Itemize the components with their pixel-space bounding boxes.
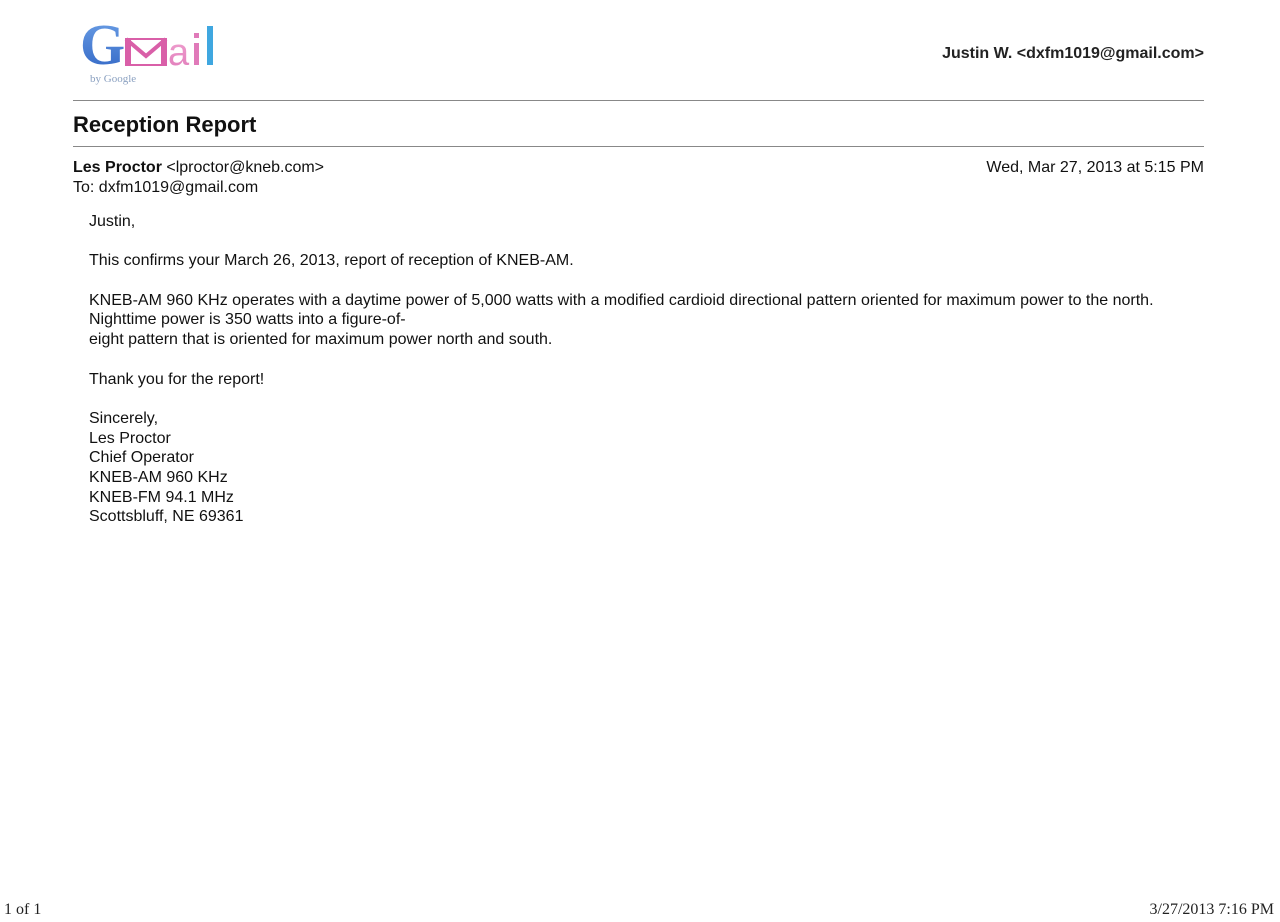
signature-line: Scottsbluff, NE 69361: [89, 508, 244, 526]
body-paragraph-2-line-3: eight pattern that is oriented for maximum power north and south.: [89, 331, 553, 349]
body-paragraph-1: This confirms your March 26, 2013, report of reception of KNEB-AM.: [89, 252, 574, 270]
sender-email: <lproctor@kneb.com>: [166, 159, 325, 176]
signature-line: Les Proctor: [89, 429, 171, 447]
account-header: Justin W. <dxfm1019@gmail.com>: [942, 45, 1204, 62]
email-body: [89, 212, 1199, 527]
svg-text:by Google: by Google: [90, 73, 137, 85]
svg-text:G: G: [80, 12, 126, 77]
signature-line: KNEB-AM 960 KHz: [89, 469, 228, 487]
signature-line: KNEB-FM 94.1 MHz: [89, 488, 234, 506]
signature-line: Chief Operator: [89, 449, 194, 467]
sender-name: Les Proctor: [73, 159, 162, 176]
sender-line: [73, 159, 324, 177]
body-paragraph-3: Thank you for the report!: [89, 370, 265, 388]
greeting: Justin,: [89, 213, 136, 230]
page-number: 1 of 1: [4, 901, 42, 918]
envelope-icon: [126, 39, 166, 65]
sent-date: Wed, Mar 27, 2013 at 5:15 PM: [986, 159, 1204, 176]
body-paragraph-2-line-2: Nighttime power is 350 watts into a figure-of-: [89, 311, 406, 329]
gmail-logo: [80, 12, 240, 90]
recipient-line: To: dxfm1019@gmail.com: [73, 179, 259, 196]
email-subject: Reception Report: [73, 112, 257, 137]
header-divider: [73, 100, 1204, 101]
print-timestamp: 3/27/2013 7:16 PM: [1149, 901, 1274, 918]
body-paragraph-2-line-1: KNEB-AM 960 KHz operates with a daytime power of 5,000 watts with a modified cardioid directional pattern oriented for maximum power to the north.: [89, 291, 1154, 309]
signature-line: Sincerely,: [89, 409, 159, 427]
svg-text:a: a: [168, 32, 190, 74]
subject-divider: [73, 146, 1204, 147]
